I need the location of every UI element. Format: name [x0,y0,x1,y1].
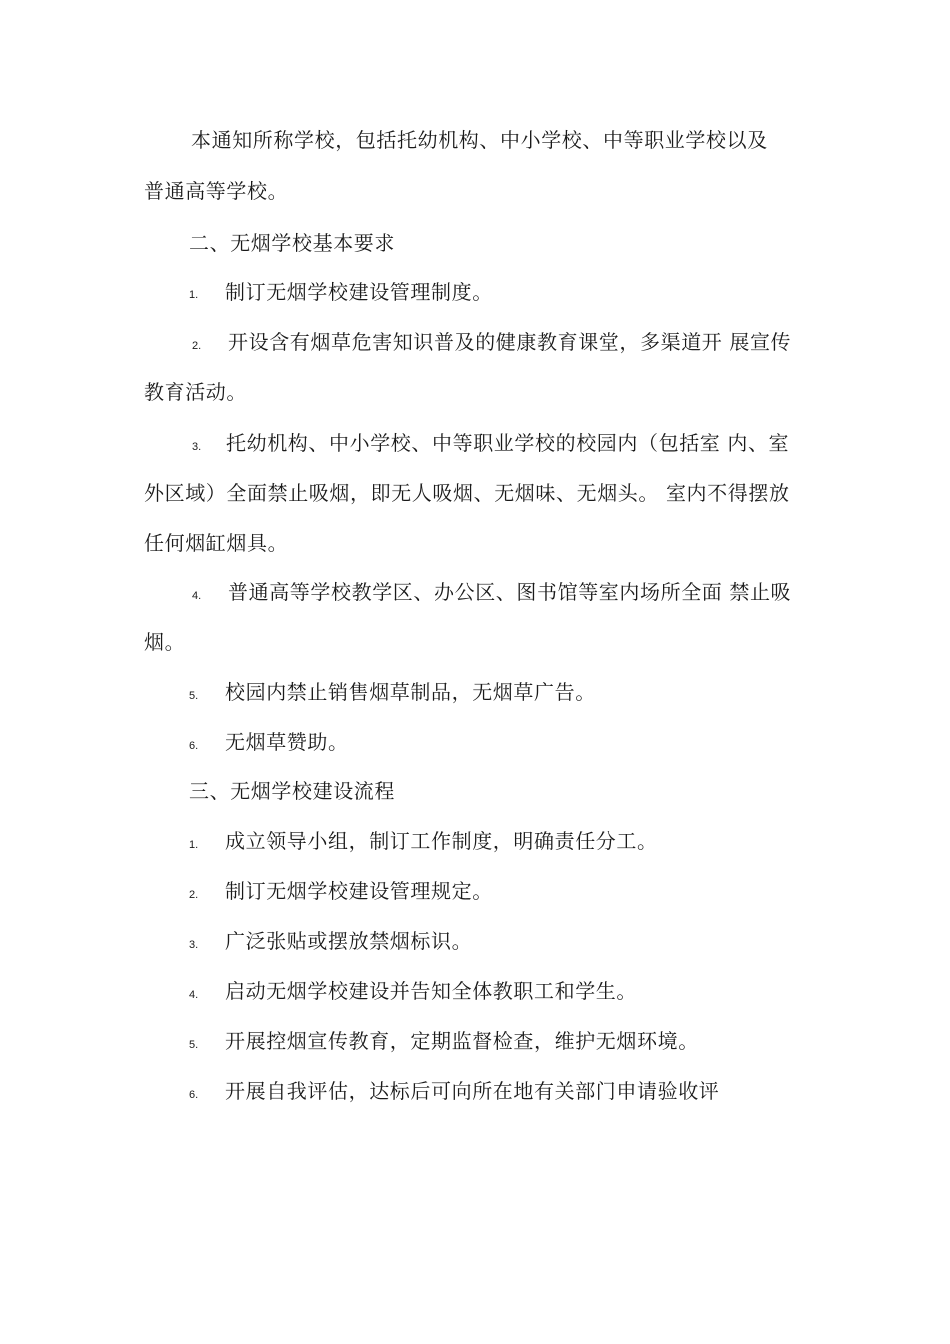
s2-item-3-line-1: 托幼机构、中小学校、中等职业学校的校园内（包括室 内、室 [226,431,790,455]
s2-item-1-number: 1. [189,289,199,301]
s2-item-5-number: 5. [189,690,199,702]
section-3-heading: 三、无烟学校建设流程 [189,779,395,803]
intro-line-2: 普通高等学校。 [144,179,289,203]
s2-item-3-line-3: 任何烟缸烟具。 [144,531,289,555]
s2-item-4-line-2: 烟。 [144,630,186,654]
s3-item-6-number: 6. [189,1089,199,1101]
s2-item-3-number: 3. [192,441,202,453]
s2-item-2-line-2: 教育活动。 [144,380,247,404]
s3-item-3-line-1: 广泛张贴或摆放禁烟标识。 [225,929,473,953]
s2-item-6-number: 6. [189,740,199,752]
s3-item-4-line-1: 启动无烟学校建设并告知全体教职工和学生。 [225,979,637,1003]
s3-item-1-line-1: 成立领导小组，制订工作制度，明确责任分工。 [225,829,658,853]
s2-item-4-number: 4. [192,590,202,602]
s3-item-3-number: 3. [189,939,199,951]
s3-item-6-line-1: 开展自我评估，达标后可向所在地有关部门申请验收评 [225,1079,720,1103]
s3-item-1-number: 1. [189,839,199,851]
s2-item-2-number: 2. [192,340,202,352]
s3-item-2-number: 2. [189,889,199,901]
s2-item-5-line-1: 校园内禁止销售烟草制品，无烟草广告。 [225,680,596,704]
s2-item-3-line-2: 外区域）全面禁止吸烟，即无人吸烟、无烟味、无烟头。 室内不得摆放 [144,481,790,505]
intro-line-1: 本通知所称学校，包括托幼机构、中小学校、中等职业学校以及 [191,128,768,152]
s2-item-1-line-1: 制订无烟学校建设管理制度。 [225,280,493,304]
s2-item-6-line-1: 无烟草赞助。 [225,730,349,754]
s3-item-5-line-1: 开展控烟宣传教育，定期监督检查，维护无烟环境。 [225,1029,699,1053]
s3-item-4-number: 4. [189,989,199,1001]
section-2-heading: 二、无烟学校基本要求 [189,231,395,255]
s2-item-4-line-1: 普通高等学校教学区、办公区、图书馆等室内场所全面 禁止吸 [228,580,792,604]
s2-item-2-line-1: 开设含有烟草危害知识普及的健康教育课堂，多渠道开 展宣传 [228,330,792,354]
s3-item-2-line-1: 制订无烟学校建设管理规定。 [225,879,493,903]
s3-item-5-number: 5. [189,1039,199,1051]
